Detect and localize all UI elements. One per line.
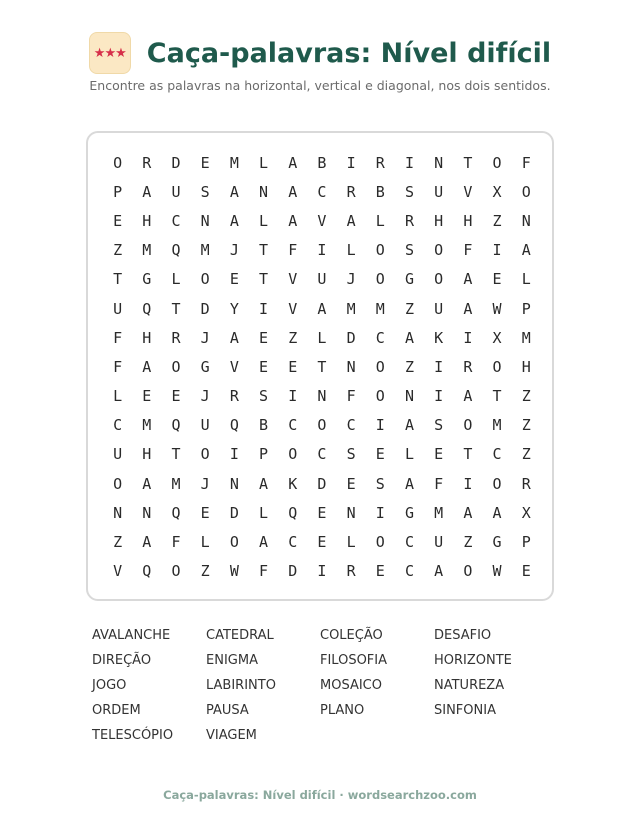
grid-cell[interactable]: I [259, 299, 269, 318]
grid-cell[interactable]: U [317, 270, 327, 289]
grid-cell[interactable]: A [404, 416, 414, 435]
grid-cell[interactable]: S [404, 182, 414, 201]
grid-cell[interactable]: T [492, 387, 502, 406]
grid-cell[interactable]: Z [521, 416, 531, 435]
grid-cell[interactable]: M [200, 241, 210, 260]
grid-cell[interactable]: J [200, 387, 210, 406]
grid-cell[interactable]: A [142, 357, 152, 376]
grid-cell[interactable]: M [434, 503, 444, 522]
grid-cell[interactable]: D [229, 503, 239, 522]
grid-cell[interactable]: H [142, 328, 152, 347]
word-list-item: SINFONIA [434, 703, 496, 718]
grid-cell[interactable]: C [317, 445, 327, 464]
grid-cell[interactable]: A [229, 211, 239, 230]
grid-cell[interactable]: A [492, 503, 502, 522]
word-list-item: MOSAICO [320, 678, 382, 693]
grid-cell[interactable]: C [346, 416, 356, 435]
grid-cell[interactable]: I [317, 562, 327, 581]
grid-cell[interactable]: P [521, 533, 531, 552]
word-list-item: HORIZONTE [434, 653, 512, 668]
grid-cell[interactable]: Z [288, 328, 298, 347]
grid-cell[interactable]: E [492, 270, 502, 289]
grid-cell[interactable]: L [346, 241, 356, 260]
grid-cell[interactable]: T [259, 270, 269, 289]
grid-cell[interactable]: U [434, 182, 444, 201]
word-list-item: NATUREZA [434, 678, 505, 693]
word-list [92, 623, 548, 748]
grid-cell[interactable]: O [492, 153, 502, 172]
grid-cell[interactable]: L [113, 387, 123, 406]
grid-cell[interactable]: T [463, 445, 473, 464]
grid-cell[interactable]: S [434, 416, 444, 435]
grid-cell[interactable]: E [259, 328, 269, 347]
grid-cell[interactable]: L [200, 533, 210, 552]
grid-cell[interactable]: S [259, 387, 269, 406]
grid-cell[interactable]: Z [521, 387, 531, 406]
grid-cell[interactable]: D [171, 153, 181, 172]
grid-cell[interactable]: I [434, 387, 444, 406]
grid-cell[interactable]: L [521, 270, 531, 289]
grid-cell[interactable]: K [288, 474, 298, 493]
grid-cell[interactable]: O [229, 533, 239, 552]
grid-cell[interactable]: C [113, 416, 123, 435]
grid-cell[interactable]: I [229, 445, 239, 464]
grid-cell[interactable]: P [259, 445, 269, 464]
grid-cell[interactable]: I [375, 503, 385, 522]
grid-cell[interactable]: C [171, 211, 181, 230]
grid-cell[interactable]: G [404, 503, 414, 522]
grid-cell[interactable]: D [317, 474, 327, 493]
grid-cell[interactable]: X [521, 503, 531, 522]
grid-cell[interactable]: A [229, 328, 239, 347]
grid-cell[interactable]: S [375, 474, 385, 493]
grid-cell[interactable]: V [317, 211, 327, 230]
word-list-item: CATEDRAL [206, 628, 274, 643]
word-list-item: TELESCÓPIO [92, 728, 174, 743]
word-list-item: DESAFIO [434, 628, 492, 643]
grid-cell[interactable]: C [288, 416, 298, 435]
grid-cell[interactable]: O [171, 562, 181, 581]
grid-cell[interactable]: X [492, 182, 502, 201]
grid-cell[interactable]: L [404, 445, 414, 464]
grid-cell[interactable]: N [434, 153, 444, 172]
grid-cell[interactable]: R [229, 387, 239, 406]
grid-cell[interactable]: J [200, 474, 210, 493]
grid-cell[interactable]: G [404, 270, 414, 289]
grid-cell[interactable]: O [521, 182, 531, 201]
grid-cell[interactable]: K [434, 328, 444, 347]
grid-cell[interactable]: L [171, 270, 181, 289]
word-list-item: COLEÇÃO [320, 628, 383, 643]
grid-cell[interactable]: N [404, 387, 414, 406]
word-list-item: ORDEM [92, 703, 141, 718]
grid-cell[interactable]: H [434, 211, 444, 230]
grid-cell[interactable]: H [142, 211, 152, 230]
grid-cell[interactable]: E [288, 357, 298, 376]
grid-cell[interactable]: W [492, 299, 502, 318]
grid-cell[interactable]: O [317, 416, 327, 435]
grid-cell[interactable]: A [404, 328, 414, 347]
word-list-item: ENIGMA [206, 653, 258, 668]
grid-cell[interactable]: S [346, 445, 356, 464]
grid-cell[interactable]: U [113, 445, 123, 464]
grid-cell[interactable]: B [259, 416, 269, 435]
grid-cell[interactable]: I [375, 416, 385, 435]
grid-cell[interactable]: N [229, 474, 239, 493]
grid-cell[interactable]: I [346, 153, 356, 172]
grid-cell[interactable]: O [171, 357, 181, 376]
grid-cell[interactable]: E [200, 503, 210, 522]
grid-cell[interactable]: N [521, 211, 531, 230]
grid-cell[interactable]: Q [288, 503, 298, 522]
grid-cell[interactable]: L [346, 533, 356, 552]
grid-cell[interactable]: E [142, 387, 152, 406]
grid-cell[interactable]: C [317, 182, 327, 201]
grid-cell[interactable]: Q [171, 241, 181, 260]
star-rating-icon: ★★★ [93, 45, 126, 61]
grid-cell[interactable]: Q [142, 299, 152, 318]
grid-cell[interactable]: A [142, 182, 152, 201]
grid-cell[interactable]: A [521, 241, 531, 260]
grid-cell[interactable]: O [375, 270, 385, 289]
grid-cell[interactable]: O [113, 153, 123, 172]
grid-cell[interactable]: O [463, 416, 473, 435]
grid-cell[interactable]: O [463, 562, 473, 581]
grid-cell[interactable]: A [463, 270, 473, 289]
grid-cell[interactable]: A [288, 182, 298, 201]
grid-cell[interactable]: A [259, 474, 269, 493]
grid-cell[interactable]: E [317, 503, 327, 522]
grid-cell[interactable]: F [113, 357, 123, 376]
word-list-item: DIREÇÃO [92, 653, 152, 668]
difficulty-badge [89, 32, 131, 74]
grid-cell[interactable]: O [375, 533, 385, 552]
grid-cell[interactable]: R [171, 328, 181, 347]
word-list-item: AVALANCHE [92, 628, 171, 643]
grid-cell[interactable]: A [142, 533, 152, 552]
grid-cell[interactable]: M [171, 474, 181, 493]
page-subtitle: Encontre as palavras na horizontal, vertical e diagonal, nos dois sentidos. [89, 78, 551, 93]
grid-cell[interactable]: Z [404, 299, 414, 318]
grid-cell[interactable]: V [113, 562, 123, 581]
grid-cell[interactable]: V [463, 182, 473, 201]
grid-cell[interactable]: F [434, 474, 444, 493]
grid-cell[interactable]: U [434, 533, 444, 552]
grid-cell[interactable]: N [200, 211, 210, 230]
grid-cell[interactable]: E [346, 474, 356, 493]
grid-cell[interactable]: C [492, 445, 502, 464]
grid-cell[interactable]: Q [171, 416, 181, 435]
grid-cell[interactable]: F [259, 562, 269, 581]
page-header [0, 28, 640, 78]
grid-cell[interactable]: W [229, 562, 239, 581]
grid-cell[interactable]: Z [113, 241, 123, 260]
word-list-item: PAUSA [206, 703, 249, 718]
word-list-item: VIAGEM [206, 728, 257, 743]
grid-cell[interactable]: F [288, 241, 298, 260]
grid-cell[interactable]: L [259, 153, 269, 172]
grid-cell[interactable]: E [113, 211, 123, 230]
grid-cell[interactable]: T [317, 357, 327, 376]
page-footer: Caça-palavras: Nível difícil · wordsearchzoo.com [163, 788, 477, 802]
grid-cell[interactable]: E [200, 153, 210, 172]
grid-cell[interactable]: E [171, 387, 181, 406]
grid-cell[interactable]: E [521, 562, 531, 581]
grid-cell[interactable]: P [521, 299, 531, 318]
grid-cell[interactable]: Q [142, 562, 152, 581]
grid-cell[interactable]: N [259, 182, 269, 201]
grid-cell[interactable]: M [229, 153, 239, 172]
grid-cell[interactable]: M [142, 241, 152, 260]
word-list-item: LABIRINTO [206, 678, 276, 693]
grid-cell[interactable]: A [463, 299, 473, 318]
grid-cell[interactable]: F [113, 328, 123, 347]
grid-cell[interactable]: C [404, 533, 414, 552]
grid-cell[interactable]: E [259, 357, 269, 376]
grid-cell[interactable]: G [142, 270, 152, 289]
grid-cell[interactable]: S [404, 241, 414, 260]
grid-cell[interactable]: N [346, 503, 356, 522]
grid-cell[interactable]: J [229, 241, 239, 260]
grid-cell[interactable]: E [229, 270, 239, 289]
grid-cell[interactable]: T [463, 153, 473, 172]
grid-cell[interactable]: M [492, 416, 502, 435]
grid-cell[interactable]: I [463, 328, 473, 347]
grid-cell[interactable]: O [434, 241, 444, 260]
grid-cell[interactable]: Z [463, 533, 473, 552]
word-list-item: FILOSOFIA [320, 653, 388, 668]
grid-cell[interactable]: O [200, 270, 210, 289]
grid-cell[interactable]: U [200, 416, 210, 435]
grid-cell[interactable]: U [113, 299, 123, 318]
grid-cell[interactable]: E [317, 533, 327, 552]
grid-cell[interactable]: V [288, 270, 298, 289]
grid-cell[interactable]: Q [229, 416, 239, 435]
word-list-item: PLANO [320, 703, 365, 718]
grid-cell[interactable]: A [346, 211, 356, 230]
grid-cell[interactable]: L [375, 211, 385, 230]
grid-cell[interactable]: N [142, 503, 152, 522]
puzzle-grid-box [86, 131, 554, 601]
grid-cell[interactable]: H [521, 357, 531, 376]
grid-cell[interactable]: I [492, 241, 502, 260]
grid-cell[interactable]: Z [521, 445, 531, 464]
grid-cell[interactable]: O [375, 387, 385, 406]
grid-cell[interactable]: R [521, 474, 531, 493]
grid-cell[interactable]: F [346, 387, 356, 406]
grid-cell[interactable]: E [375, 562, 385, 581]
grid-cell[interactable]: O [288, 445, 298, 464]
grid-cell[interactable]: D [200, 299, 210, 318]
grid-cell[interactable]: O [492, 474, 502, 493]
grid-cell[interactable]: I [463, 474, 473, 493]
grid-cell[interactable]: G [492, 533, 502, 552]
grid-cell[interactable]: A [404, 474, 414, 493]
page-title: Caça-palavras: Nível difícil [146, 37, 552, 69]
grid-cell[interactable]: N [317, 387, 327, 406]
grid-cell[interactable]: D [288, 562, 298, 581]
grid-cell[interactable]: O [375, 241, 385, 260]
grid-cell[interactable]: I [404, 153, 414, 172]
grid-cell[interactable]: E [375, 445, 385, 464]
grid-cell[interactable]: C [375, 328, 385, 347]
grid-cell[interactable]: A [142, 474, 152, 493]
grid-cell[interactable]: A [463, 503, 473, 522]
grid-cell[interactable]: O [113, 474, 123, 493]
grid-cell[interactable]: I [288, 387, 298, 406]
grid-cell[interactable]: T [171, 445, 181, 464]
grid-cell[interactable]: M [521, 328, 531, 347]
grid-cell[interactable]: Z [404, 357, 414, 376]
word-list-item: JOGO [92, 678, 127, 693]
grid-cell[interactable]: C [288, 533, 298, 552]
grid-cell[interactable]: I [434, 357, 444, 376]
grid-cell[interactable]: L [259, 211, 269, 230]
grid-cell[interactable]: O [375, 357, 385, 376]
grid-cell[interactable]: F [521, 153, 531, 172]
grid-cell[interactable]: A [259, 533, 269, 552]
grid-cell[interactable]: N [346, 357, 356, 376]
grid-cell[interactable]: M [346, 299, 356, 318]
grid-cell[interactable]: U [171, 182, 181, 201]
grid-cell[interactable]: J [346, 270, 356, 289]
grid-cell[interactable]: G [200, 357, 210, 376]
grid-cell[interactable]: R [142, 153, 152, 172]
letter-grid [103, 148, 541, 586]
grid-cell[interactable]: B [317, 153, 327, 172]
grid-cell[interactable]: R [346, 562, 356, 581]
grid-cell[interactable]: M [142, 416, 152, 435]
grid-cell[interactable]: Z [113, 533, 123, 552]
grid-cell[interactable]: O [200, 445, 210, 464]
grid-cell[interactable]: D [346, 328, 356, 347]
grid-cell[interactable]: F [171, 533, 181, 552]
grid-cell[interactable]: R [463, 357, 473, 376]
grid-cell[interactable]: N [113, 503, 123, 522]
grid-cell[interactable]: V [229, 357, 239, 376]
grid-cell[interactable]: A [229, 182, 239, 201]
grid-cell[interactable]: X [492, 328, 502, 347]
grid-cell[interactable]: E [434, 445, 444, 464]
grid-cell[interactable]: C [404, 562, 414, 581]
grid-cell[interactable]: R [375, 153, 385, 172]
grid-cell[interactable]: Z [200, 562, 210, 581]
grid-cell[interactable]: L [317, 328, 327, 347]
grid-cell[interactable]: H [463, 211, 473, 230]
grid-cell[interactable]: A [288, 153, 298, 172]
grid-cell[interactable]: B [375, 182, 385, 201]
grid-cell[interactable]: Z [492, 211, 502, 230]
grid-cell[interactable]: R [404, 211, 414, 230]
grid-cell[interactable]: I [317, 241, 327, 260]
grid-cell[interactable]: S [200, 182, 210, 201]
grid-cell[interactable]: V [288, 299, 298, 318]
grid-cell[interactable]: U [434, 299, 444, 318]
grid-cell[interactable]: A [288, 211, 298, 230]
grid-cell[interactable]: W [492, 562, 502, 581]
grid-cell[interactable]: Y [229, 299, 239, 318]
grid-cell[interactable]: J [200, 328, 210, 347]
grid-cell[interactable]: O [492, 357, 502, 376]
grid-cell[interactable]: A [434, 562, 444, 581]
grid-cell[interactable]: R [346, 182, 356, 201]
grid-cell[interactable]: A [463, 387, 473, 406]
grid-cell[interactable]: T [171, 299, 181, 318]
grid-cell[interactable]: T [259, 241, 269, 260]
grid-cell[interactable]: A [317, 299, 327, 318]
grid-cell[interactable]: P [113, 182, 123, 201]
grid-cell[interactable]: L [259, 503, 269, 522]
grid-cell[interactable]: F [463, 241, 473, 260]
grid-cell[interactable]: T [113, 270, 123, 289]
grid-cell[interactable]: M [375, 299, 385, 318]
grid-cell[interactable]: Q [171, 503, 181, 522]
grid-cell[interactable]: H [142, 445, 152, 464]
grid-cell[interactable]: O [434, 270, 444, 289]
